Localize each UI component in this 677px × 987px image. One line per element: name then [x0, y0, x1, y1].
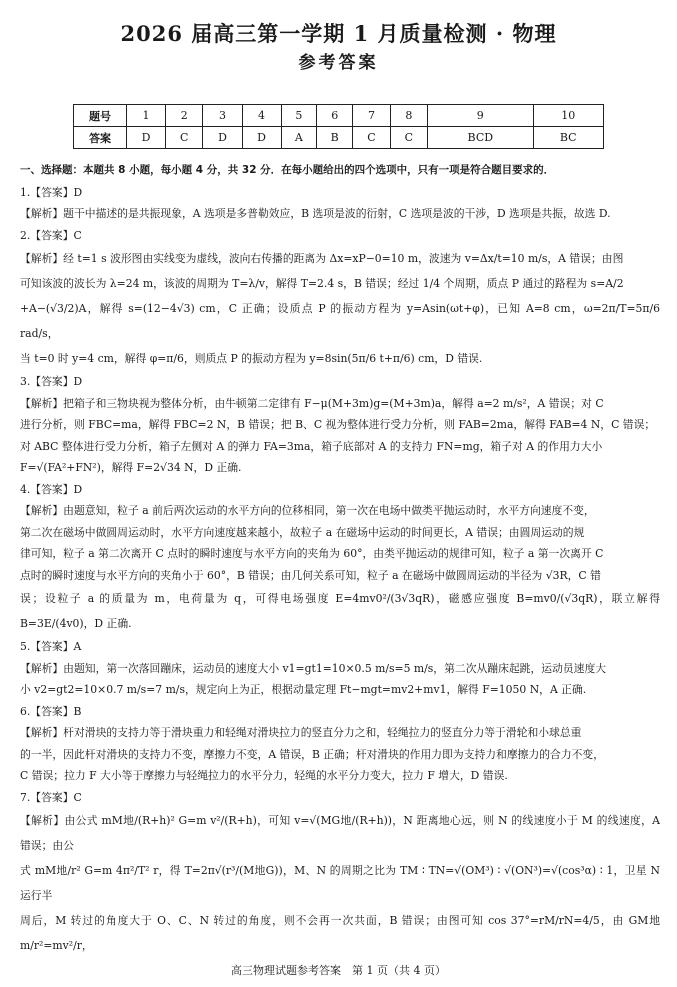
- question-number: 6: [317, 105, 353, 127]
- answer-table-number-row: [74, 105, 604, 127]
- solution-line: 误；设粒子 a 的质量为 m，电荷量为 q，可得电场强度 E=4mv0²/(3√3qR)，磁感应强度 B=mv0/(√3qR)，联立解得 B=3E/(4v0)，D 正确.: [20, 592, 660, 630]
- answer-cell: A: [281, 127, 317, 149]
- solution-line: 对 ABC 整体进行受力分析，箱子左侧对 A 的弹力 FA=3ma，箱子底部对 A 的支持力 FN=mg，箱子对 A 的作用力大小: [20, 439, 603, 453]
- answer-heading: 5.【答案】A: [20, 640, 82, 653]
- solution-line: 【解析】由题意知，粒子 a 前后两次运动的水平方向的位移相同，第一次在电场中做类平抛运动时，水平方向速度不变，: [20, 504, 595, 517]
- answer-table-row-label: 题号: [74, 105, 127, 127]
- question-number: 10: [533, 105, 604, 127]
- solution-line: +A−(√3/2)A，解得 s=(12−4√3) cm，C 正确；设质点 P 的振动方程为 y=Asin(ωt+φ)，已知 A=8 cm，ω=2π/T=5π/6 rad/s，: [20, 302, 660, 340]
- answer-table-row-label: 答案: [74, 127, 127, 149]
- page-title: 2026 届高三第一学期 1 月质量检测 · 物理: [120, 21, 557, 46]
- answer-cell: B: [317, 127, 353, 149]
- answer-heading: 1.【答案】D: [20, 185, 83, 199]
- solution-line: 进行分析，则 FBC=ma，解得 FBC=2 N，B 错误；把 B、C 视为整体进行受力分析，则 FAB=2ma，解得 FAB=4 N，C 错误；: [20, 418, 656, 431]
- solution-line: 式 mM地/r² G=m 4π²/T² r，得 T=2π√(r³/(M地G))，M、N 的周期之比为 TM ∶ TN=√(OM³) ∶ √(ON³)=√(cos³α) ∶ 1，卫星 N 运行半: [20, 864, 660, 902]
- question-number: 9: [428, 105, 533, 127]
- question-number: 5: [281, 105, 317, 127]
- solution-line: 的一半，因此杆对滑块的支持力不变，摩擦力不变，A 错误，B 正确；杆对滑块的作用力即为支持力和摩擦力的合力不变，: [20, 747, 605, 761]
- answer-cell: BCD: [428, 127, 533, 149]
- question-number: 2: [166, 105, 203, 127]
- question-number: 4: [242, 105, 281, 127]
- answer-cell: C: [353, 127, 390, 149]
- solution-line: 小 v2=gt2=10×0.7 m/s=7 m/s，规定向上为正，根据动量定理 Ft−mgt=mv2+mv1，解得 F=1050 N，A 正确.: [20, 683, 587, 696]
- solution-line: F=√(FA²+FN²)，解得 F=2√34 N，D 正确.: [20, 461, 242, 474]
- solution-line: 律可知，粒子 a 第二次离开 C 点时的瞬时速度与水平方向的夹角为 60°，由类平抛运动的规律可知，粒子 a 第一次离开 C: [20, 547, 604, 560]
- solution-line: 【解析】由公式 mM地/(R+h)² G=m v²/(R+h)，可知 v=√(MG地/(R+h))，N 距离地心远，则 N 的线速度小于 M 的线速度，A 错误；由公: [20, 814, 660, 852]
- page-footer: 高三物理试题参考答案 第 1 页（共 4 页）: [231, 964, 446, 977]
- solution-line: 第二次在磁场中做圆周运动时，水平方向速度越来越小，故粒子 a 在磁场中运动的时间更长，A 错误；由圆周运动的规: [20, 525, 585, 539]
- question-number: 1: [127, 105, 166, 127]
- solution-line: 【解析】经 t=1 s 波形图由实线变为虚线，波向右传播的距离为 Δx=xP−0=10 m，波速为 v=Δx/t=10 m/s，A 错误；由图: [20, 252, 624, 265]
- solution-line: 【解析】把箱子和三物块视为整体分析，由牛顿第二定律有 F−μ(M+3m)g=(M+3m)a，解得 a=2 m/s²，A 错误；对 C: [20, 396, 604, 410]
- question-number: 3: [203, 105, 242, 127]
- solutions: [20, 160, 660, 958]
- answer-cell: D: [242, 127, 281, 149]
- section-heading: 一、选择题：本题共 8 小题，每小题 4 分，共 32 分．在每小题给出的四个选项中，只有一项是符合题目要求的．: [20, 164, 555, 176]
- answer-heading: 4.【答案】D: [20, 482, 83, 496]
- answer-cell: D: [203, 127, 242, 149]
- question-number: 8: [390, 105, 427, 127]
- answer-table: [73, 104, 604, 149]
- answer-heading: 7.【答案】C: [20, 790, 82, 804]
- answer-cell: BC: [533, 127, 604, 149]
- solution-line: 周后，M 转过的角度大于 O、C、N 转过的角度，则不会再一次共面，B 错误；由图可知 cos 37°=rM/rN=4/5，由 GM地m/r²=mv²/r，: [20, 914, 660, 952]
- question-number: 7: [353, 105, 390, 127]
- answer-table-answer-row: [74, 127, 604, 149]
- solution-line: 可知该波的波长为 λ=24 m，该波的周期为 T=λ/v，解得 T=2.4 s，B 错误；经过 1/4 个周期，质点 P 通过的路程为 s=A/2: [20, 277, 624, 290]
- answer-heading: 6.【答案】B: [20, 704, 82, 718]
- solution-line: 【解析】杆对滑块的支持力等于滑块重力和轻绳对滑块拉力的竖直分力之和，轻绳拉力的竖直分力等于滑轮和小球总重: [20, 726, 582, 739]
- solution-line: 【解析】题干中描述的是共振现象，A 选项是多普勒效应，B 选项是波的衍射，C 选项是波的干涉，D 选项是共振，故选 D.: [20, 207, 611, 220]
- page-subtitle: 参考答案: [298, 53, 379, 73]
- answer-heading: 2.【答案】C: [20, 228, 82, 242]
- solution-line: C 错误；拉力 F 大小等于摩擦力与轻绳拉力的水平分力，轻绳的水平分力变大，拉力 F 增大，D 错误.: [20, 769, 508, 782]
- solution-line: 【解析】由题知，第一次落回蹦床，运动员的速度大小 v1=gt1=10×0.5 m/s=5 m/s，第二次从蹦床起跳，运动员速度大: [20, 661, 607, 675]
- solution-line: 当 t=0 时 y=4 cm，解得 φ=π/6，则质点 P 的振动方程为 y=8sin(5π/6 t+π/6) cm，D 错误.: [20, 352, 483, 365]
- answer-cell: C: [390, 127, 427, 149]
- answer-heading: 3.【答案】D: [20, 375, 83, 388]
- answer-cell: C: [166, 127, 203, 149]
- answer-cell: D: [127, 127, 166, 149]
- solution-line: 点时的瞬时速度与水平方向的夹角小于 60°，B 错误；由几何关系可知，粒子 a 在磁场中做圆周运动的半径为 √3R，C 错: [20, 568, 601, 582]
